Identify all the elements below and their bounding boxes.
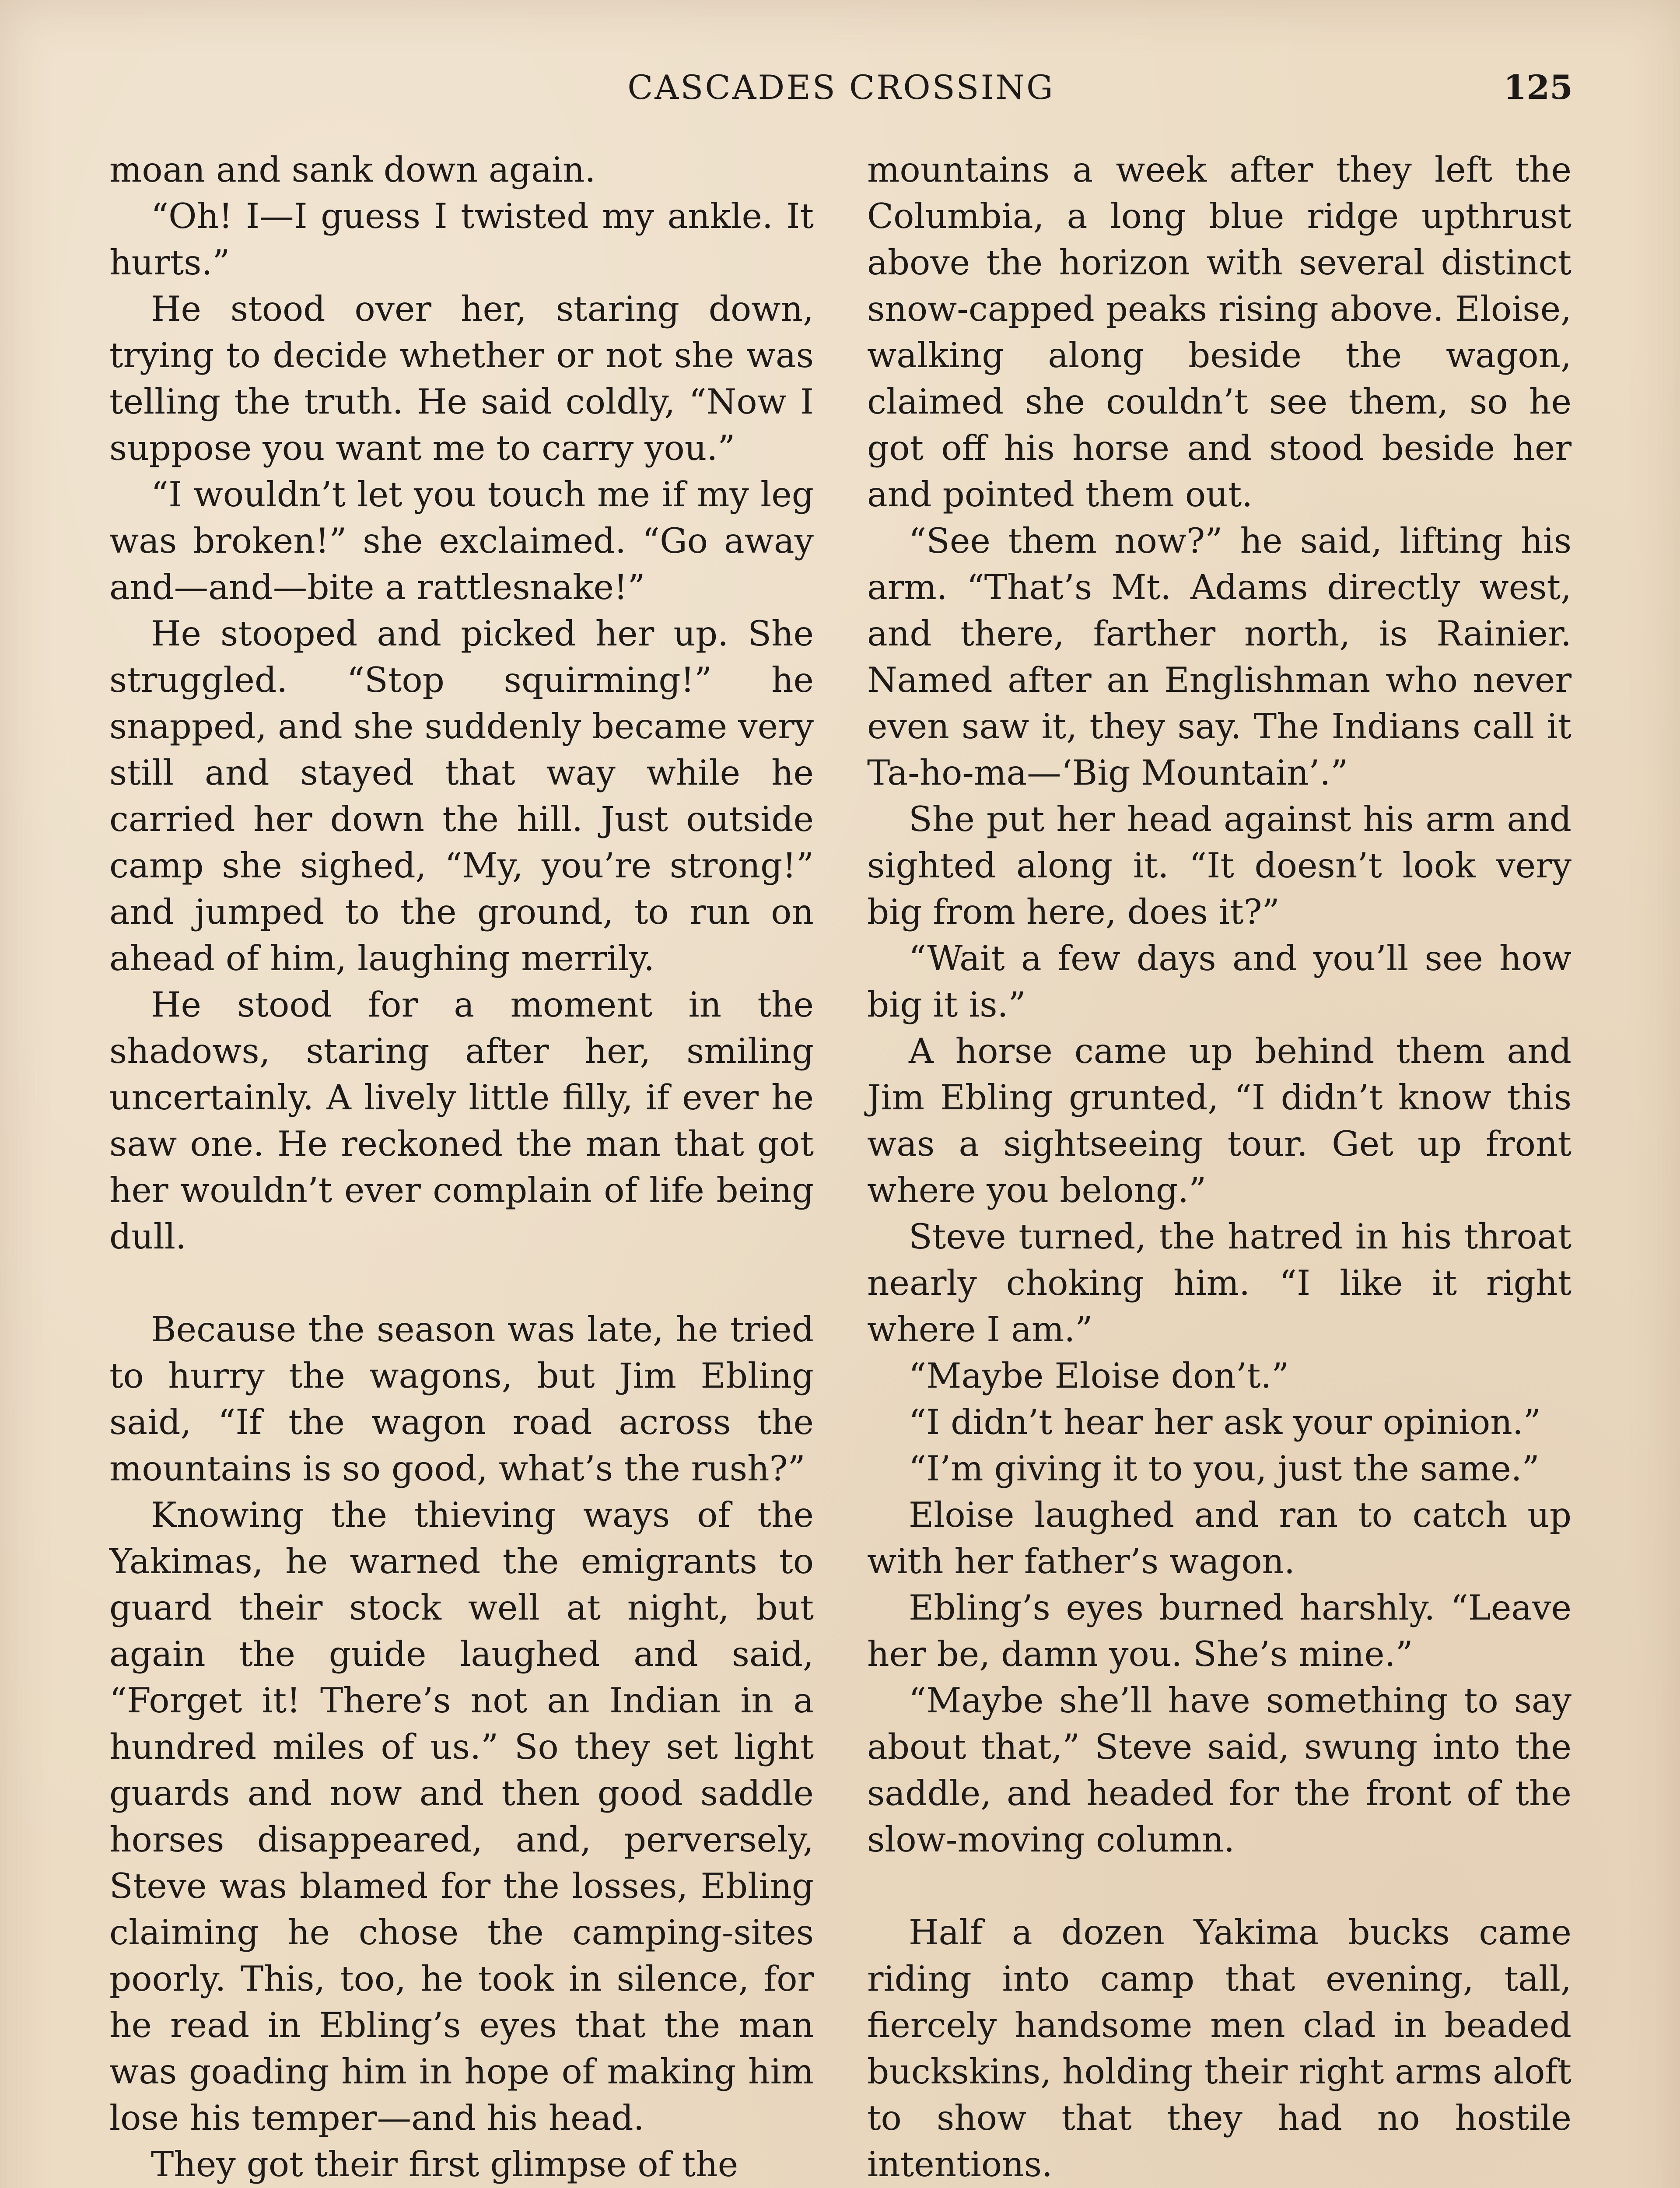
paragraph: mountains a week after they left the Columbia, a long blue ridge upthrust above the horizon with several distinct snow-capped peaks rising above. Eloise, walking along beside the wagon, claimed she couldn’t see them, so he got off his horse and stood beside her and pointed them out. bbox=[867, 150, 1572, 515]
paragraph: moan and sank down again. bbox=[109, 150, 596, 190]
paragraph: “Oh! I—I guess I twisted my ankle. It hurts.” bbox=[109, 196, 814, 283]
page-number: 125 bbox=[1503, 68, 1573, 107]
running-title: CASCADES CROSSING bbox=[627, 68, 1055, 107]
paragraph: Half a dozen Yakima bucks came riding into camp that evening, tall, fiercely handsome men clad in beaded buckskins, holding their right arms aloft to show that they had no hostile intentions. bbox=[867, 1912, 1572, 2184]
paragraph: “Maybe Eloise don’t.” bbox=[909, 1356, 1289, 1396]
paragraph: They got their first glimpse of the bbox=[151, 2144, 738, 2184]
paragraph: “I’m giving it to you, just the same.” bbox=[909, 1448, 1540, 1489]
paragraph: Knowing the thieving ways of the Yakimas, he warned the emigrants to guard their stock well at night, but again the guide laughed and said, “Forget it! There’s not an Indian in a hundred miles of us.” So they set light guards and now and then good saddle horses disappeared, and, perversely, Steve was blamed for the losses, Ebling claiming he chose the camping-sites poorly. This, too, he took in silence, for he read in Ebling’s eyes that the man was goading him in hope of making him lose his temper—and his head. bbox=[109, 1495, 814, 2138]
paragraph: “Wait a few days and you’ll see how big it is.” bbox=[867, 938, 1572, 1025]
paragraph: He stood for a moment in the shadows, staring after her, smiling uncertainly. A lively little filly, if ever he saw one. He reckoned the man that got her wouldn’t ever complain of life being dull. bbox=[109, 985, 814, 1257]
paragraph: “I didn’t hear her ask your opinion.” bbox=[909, 1402, 1541, 1442]
paragraph: “I wouldn’t let you touch me if my leg was broken!” she exclaimed. “Go away and—and—bite a rattlesnake!” bbox=[109, 474, 814, 607]
page-header bbox=[109, 66, 1573, 118]
paragraph: He stooped and picked her up. She struggled. “Stop squirming!” he snapped, and she suddenly became very still and stayed that way while he carried her down the hill. Just outside camp she sighed, “My, you’re strong!” and jumped to the ground, to run on ahead of him, laughing merrily. bbox=[109, 614, 814, 978]
paragraph: “See them now?” he said, lifting his arm. “That’s Mt. Adams directly west, and there, farther north, is Rainier. Named after an Englishman who never even saw it, they say. The Indians call it Ta-ho-ma—‘Big Mountain’.” bbox=[867, 521, 1572, 793]
paragraph: Eloise laughed and ran to catch up with her father’s wagon. bbox=[867, 1495, 1572, 1581]
paragraph: Because the season was late, he tried to hurry the wagons, but Jim Ebling said, “If the wagon road across the mountains is so good, what’s the rush?” bbox=[109, 1309, 814, 1489]
paragraph: She put her head against his arm and sighted along it. “It doesn’t look very big from here, does it?” bbox=[867, 799, 1572, 932]
left-column bbox=[109, 147, 814, 2188]
paragraph: He stood over her, staring down, trying to decide whether or not she was telling the truth. He said coldly, “Now I suppose you want me to carry you.” bbox=[109, 289, 814, 468]
paragraph: Steve turned, the hatred in his throat nearly choking him. “I like it right where I am.” bbox=[867, 1217, 1572, 1350]
paragraph: “Maybe she’ll have something to say about that,” Steve said, swung into the saddle, and headed for the front of the slow-moving column. bbox=[867, 1680, 1572, 1860]
right-column bbox=[867, 147, 1572, 2188]
paragraph: A horse came up behind them and Jim Ebling grunted, “I didn’t know this was a sightseeing tour. Get up front where you belong.” bbox=[867, 1031, 1572, 1210]
paragraph: Ebling’s eyes burned harshly. “Leave her be, damn you. She’s mine.” bbox=[867, 1588, 1572, 1674]
